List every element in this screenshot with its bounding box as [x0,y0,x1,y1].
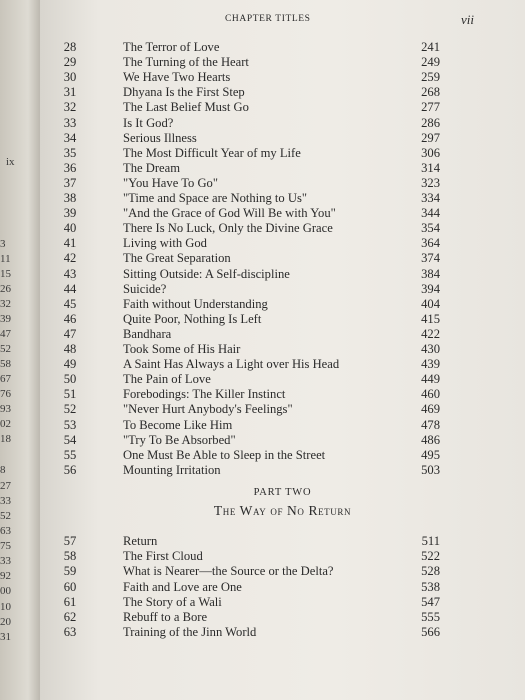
previous-page-number-fragment: 11 [0,253,11,265]
toc-entry [40,297,525,312]
toc-entry [40,402,525,417]
chapter-number: 60 [63,579,77,594]
part-title: The Way of No Return [213,503,352,518]
chapter-title: To Become Like Him [123,417,233,432]
chapter-title: The Terror of Love [123,40,220,54]
chapter-number: 49 [63,357,77,372]
previous-page-number-fragment: 76 [0,388,11,400]
chapter-title: Suicide? [123,281,167,296]
chapter-number: 58 [63,549,77,564]
chapter-number: 28 [63,40,77,54]
chapter-number: 31 [63,85,77,100]
chapter-title: "Time and Space are Nothing to Us" [123,191,308,205]
chapter-page: 478 [421,417,440,432]
chapter-title: What is Nearer—the Source or the Delta? [123,564,334,579]
chapter-number: 29 [63,55,77,70]
chapter-number: 59 [63,564,77,579]
toc-entry [40,282,525,297]
toc-entry [40,100,525,115]
chapter-number: 37 [63,175,77,190]
chapter-number: 62 [63,610,77,624]
chapter-number: 39 [63,206,77,221]
previous-page-number-fragment: 20 [0,616,11,628]
chapter-title: Bandhara [123,326,172,341]
chapter-page: 364 [421,236,440,251]
toc-entry [40,372,525,387]
chapter-number: 43 [63,266,77,281]
chapter-title: Took Some of His Hair [123,342,241,356]
previous-page-number-fragment: 75 [0,540,11,552]
chapter-page: 323 [421,175,440,190]
page-number: vii [461,12,474,27]
chapter-title: Is It God? [123,115,174,130]
running-head: CHAPTER TITLES [225,14,311,24]
chapter-page: 277 [421,100,440,115]
toc-entry [40,564,525,579]
chapter-number: 54 [63,432,77,447]
chapter-page: 334 [421,191,440,205]
previous-page-number-fragment: 02 [0,418,11,430]
toc-entry [40,463,525,478]
toc-entry [40,131,525,146]
chapter-number: 53 [63,417,77,432]
chapter-title: The Most Difficult Year of my Life [123,145,301,160]
chapter-page: 259 [421,70,440,85]
previous-page-number-fragment: ix [6,156,15,168]
previous-page-number-fragment: 52 [0,343,11,355]
chapter-title: The Great Separation [123,251,231,266]
chapter-number: 57 [63,534,77,548]
chapter-number: 55 [63,447,77,462]
previous-page-edge [0,0,40,700]
toc-entry [40,251,525,266]
chapter-title: The Pain of Love [123,372,211,387]
chapter-title: Faith without Understanding [123,296,268,311]
chapter-title: Forebodings: The Killer Instinct [123,387,286,402]
toc-entry [40,448,525,463]
chapter-title: The Story of a Wali [123,594,222,609]
toc-entry [40,327,525,342]
chapter-number: 45 [63,296,77,311]
chapter-page: 249 [421,55,440,70]
chapter-title: The Turning of the Heart [123,55,249,70]
previous-page-number-fragment: 33 [0,495,11,507]
chapter-title: Faith and Love are One [123,579,242,594]
chapter-page: 528 [421,564,440,579]
toc-entry [40,55,525,70]
toc-entry [40,595,525,610]
chapter-page: 538 [421,579,440,594]
toc-entry [40,206,525,221]
previous-page-number-fragment: 27 [0,480,11,492]
chapter-page: 430 [421,342,440,356]
chapter-page: 460 [421,387,440,402]
previous-page-number-fragment: 33 [0,555,11,567]
chapter-title: We Have Two Hearts [123,70,231,85]
toc-entry [40,146,525,161]
chapter-number: 36 [63,160,77,175]
toc-entry [40,580,525,595]
toc-entry [40,85,525,100]
toc-entry [40,267,525,282]
chapter-title: Return [123,534,158,548]
previous-page-number-fragment: 15 [0,268,11,280]
chapter-title: Training of the Jinn World [123,625,257,640]
chapter-page: 384 [421,266,440,281]
chapter-number: 61 [63,594,77,609]
toc-entry [40,40,525,55]
chapter-number: 34 [63,130,77,145]
chapter-title: "Never Hurt Anybody's Feelings" [123,402,293,417]
chapter-page: 422 [421,326,440,341]
toc-entry [40,625,525,640]
chapter-title: Living with God [123,236,207,251]
chapter-number: 42 [63,251,77,266]
chapter-title: Quite Poor, Nothing Is Left [123,311,262,326]
chapter-page: 306 [421,145,440,160]
toc-entry [40,549,525,564]
chapter-number: 30 [63,70,77,85]
chapter-page: 439 [421,357,440,372]
chapter-title: "You Have To Go" [123,175,218,190]
previous-page-number-fragment: 00 [0,585,11,597]
previous-page-number-fragment: 18 [0,433,11,445]
chapter-number: 50 [63,372,77,387]
chapter-title: Rebuff to a Bore [123,610,208,624]
chapter-number: 33 [63,115,77,130]
chapter-page: 469 [421,402,440,417]
chapter-page: 404 [421,296,440,311]
chapter-title: "And the Grace of God Will Be with You" [123,206,336,221]
chapter-title: Dhyana Is the First Step [123,85,245,100]
toc-entry [40,70,525,85]
toc-entry [40,191,525,206]
chapter-title: "Try To Be Absorbed" [123,432,236,447]
toc-entry [40,418,525,433]
previous-page-number-fragment: 32 [0,298,11,310]
chapter-number: 63 [63,625,77,640]
chapter-page: 511 [421,534,440,548]
chapter-page: 344 [421,206,440,221]
chapter-page: 394 [421,281,440,296]
previous-page-number-fragment: 8 [0,464,6,476]
chapter-page: 449 [421,372,440,387]
chapter-title: The First Cloud [123,549,203,564]
chapter-number: 47 [63,326,77,341]
toc-entry [40,610,525,625]
chapter-number: 46 [63,311,77,326]
previous-page-number-fragment: 47 [0,328,11,340]
chapter-page: 241 [421,40,440,54]
chapter-page: 297 [421,130,440,145]
chapter-page: 566 [421,625,440,640]
chapter-title: The Dream [123,160,180,175]
chapter-number: 56 [63,462,77,477]
toc-entry [40,221,525,236]
previous-page-number-fragment: 58 [0,358,11,370]
chapter-number: 40 [63,221,77,236]
chapter-page: 286 [421,115,440,130]
chapter-number: 44 [63,281,77,296]
chapter-page: 354 [421,221,440,236]
part-label: PART TWO [253,487,312,498]
chapter-number: 51 [63,387,77,402]
chapter-page: 547 [421,594,440,609]
chapter-page: 495 [421,447,440,462]
chapter-number: 35 [63,145,77,160]
previous-page-number-fragment: 63 [0,525,11,537]
chapter-title: Sitting Outside: A Self-discipline [123,266,290,281]
previous-page-number-fragment: 26 [0,283,11,295]
previous-page-number-fragment: 31 [0,631,11,643]
chapter-number: 41 [63,236,77,251]
chapter-title: Serious Illness [123,130,197,145]
chapter-page: 555 [421,610,440,624]
chapter-title: Mounting Irritation [123,462,221,477]
chapter-number: 52 [63,402,77,417]
toc-entry [40,236,525,251]
chapter-page: 314 [421,160,440,175]
toc-entry [40,176,525,191]
toc-entry [40,116,525,131]
chapter-number: 38 [63,191,77,205]
chapter-page: 374 [421,251,440,266]
previous-page-number-fragment: 3 [0,238,6,250]
chapter-page: 415 [421,311,440,326]
chapter-page: 522 [421,549,440,564]
book-page [40,0,525,700]
toc-entry [40,357,525,372]
toc-entry [40,312,525,327]
chapter-page: 503 [421,462,440,477]
chapter-number: 48 [63,342,77,356]
previous-page-number-fragment: 93 [0,403,11,415]
chapter-title: One Must Be Able to Sleep in the Street [123,447,326,462]
chapter-title: A Saint Has Always a Light over His Head [123,357,340,372]
previous-page-number-fragment: 92 [0,570,11,582]
toc-entry [40,433,525,448]
previous-page-number-fragment: 10 [0,601,11,613]
previous-page-number-fragment: 52 [0,510,11,522]
previous-page-number-fragment: 39 [0,313,11,325]
chapter-number: 32 [63,100,77,115]
chapter-page: 486 [421,432,440,447]
previous-page-number-fragment: 67 [0,373,11,385]
toc-entry [40,387,525,402]
chapter-title: There Is No Luck, Only the Divine Grace [123,221,333,236]
chapter-page: 268 [421,85,440,100]
toc-entry [40,342,525,357]
chapter-title: The Last Belief Must Go [123,100,249,115]
toc-entry [40,534,525,549]
toc-entry [40,161,525,176]
